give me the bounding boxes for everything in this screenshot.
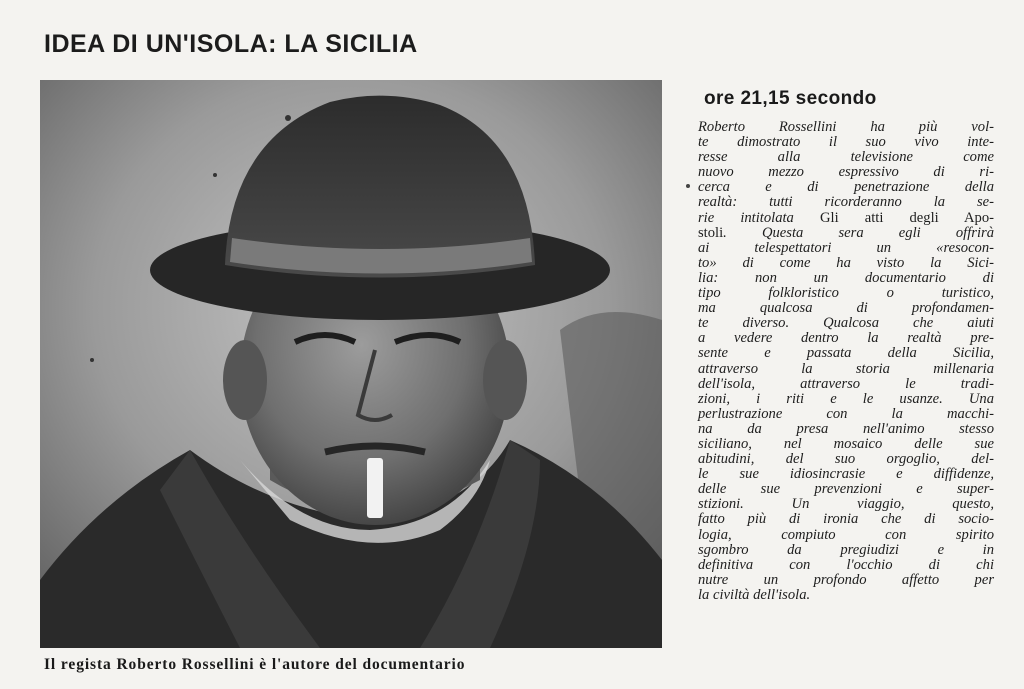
article-text: la civiltà dell'isola. [698, 586, 811, 603]
article-text: perlustrazione con la macchi- [698, 405, 994, 422]
article-line [698, 362, 994, 377]
article-line [698, 135, 994, 150]
article-text: a vedere dentro la realtà pre- [698, 330, 994, 347]
article-line [698, 422, 994, 437]
article-text: ai telespettatori un «resocon- [698, 239, 994, 256]
article-text: stizioni. Un viaggio, questo, [698, 496, 994, 513]
article-line [698, 301, 994, 316]
article-line [698, 316, 994, 331]
article-text: dell'isola, attraverso le tradi- [698, 375, 994, 392]
article-line [698, 437, 994, 452]
article-text: na da presa nell'animo stesso [698, 420, 994, 437]
article-line [698, 150, 994, 165]
article-line [698, 331, 994, 346]
article-text: Gli atti degli Apo- [819, 209, 994, 226]
article-text: to» di come ha visto la Sici- [698, 254, 994, 271]
article-text: siciliano, nel mosaico delle sue [698, 435, 994, 452]
article-text: te dimostrato il suo vivo inte- [698, 134, 994, 151]
article-text: realtà: tutti ricorderanno la se- [698, 194, 994, 211]
article-text: fatto più di ironia che di socio- [698, 511, 994, 528]
headline: IDEA DI UN'ISOLA: LA SICILIA [44, 30, 418, 58]
article-line [698, 392, 994, 407]
broadcast-time-heading: ore 21,15 secondo [704, 88, 877, 109]
article-line [698, 482, 994, 497]
article-line [698, 346, 994, 361]
article-line [698, 467, 994, 482]
article-line [698, 512, 994, 527]
article-line [698, 195, 994, 210]
article-line [698, 256, 994, 271]
article-text: abitudini, del suo orgoglio, del- [698, 451, 994, 468]
article-text: te diverso. Qualcosa che aiuti [698, 315, 994, 332]
article-text: resse alla televisione come [698, 149, 994, 166]
article-text: rie intitolata [698, 209, 820, 226]
article-text: definitiva con l'occhio di chi [698, 556, 994, 573]
article-text: delle sue prevenzioni e super- [698, 481, 994, 498]
article-text: sgombro da pregiudizi e in [698, 541, 994, 558]
article-text: sente e passata della Sicilia, [698, 345, 994, 362]
article-body [698, 120, 994, 603]
article-text: ma qualcosa di profondamen- [698, 300, 994, 317]
article-line [698, 165, 994, 180]
article-text: logia, compiuto con spirito [698, 526, 994, 543]
article-line [698, 271, 994, 286]
print-speck [686, 184, 690, 188]
article-text: zioni, i riti e le usanze. Una [698, 390, 994, 407]
article-line [698, 558, 994, 573]
article-text: cerca e di penetrazione della [698, 179, 994, 196]
portrait-illustration [40, 80, 662, 648]
article-text: lia: non un documentario di [698, 269, 994, 286]
article-line [698, 226, 994, 241]
article-text: . Questa sera egli offrirà [723, 224, 994, 241]
portrait-photo [40, 80, 662, 648]
article-line [698, 241, 994, 256]
article-line [698, 528, 994, 543]
article-text: nuovo mezzo espressivo di ri- [698, 164, 994, 181]
article-line [698, 377, 994, 392]
article-line [698, 211, 994, 226]
article-line [698, 180, 994, 195]
article-line [698, 543, 994, 558]
article-line [698, 407, 994, 422]
article-text: Roberto Rossellini ha più vol- [698, 119, 994, 135]
article-text: stoli [698, 224, 724, 241]
article-line [698, 452, 994, 467]
article-line [698, 120, 994, 135]
article-line [698, 286, 994, 301]
article-line [698, 497, 994, 512]
photo-caption: Il regista Roberto Rossellini è l'autore del documentario [44, 656, 466, 673]
article-text: nutre un profondo affetto per [698, 571, 994, 588]
article-line [698, 573, 994, 588]
article-text: attraverso la storia millenaria [698, 360, 994, 377]
article-text: tipo folkloristico o turistico, [698, 285, 994, 302]
article-line [698, 588, 994, 603]
article-text: le sue idiosincrasie e diffidenze, [698, 466, 994, 483]
